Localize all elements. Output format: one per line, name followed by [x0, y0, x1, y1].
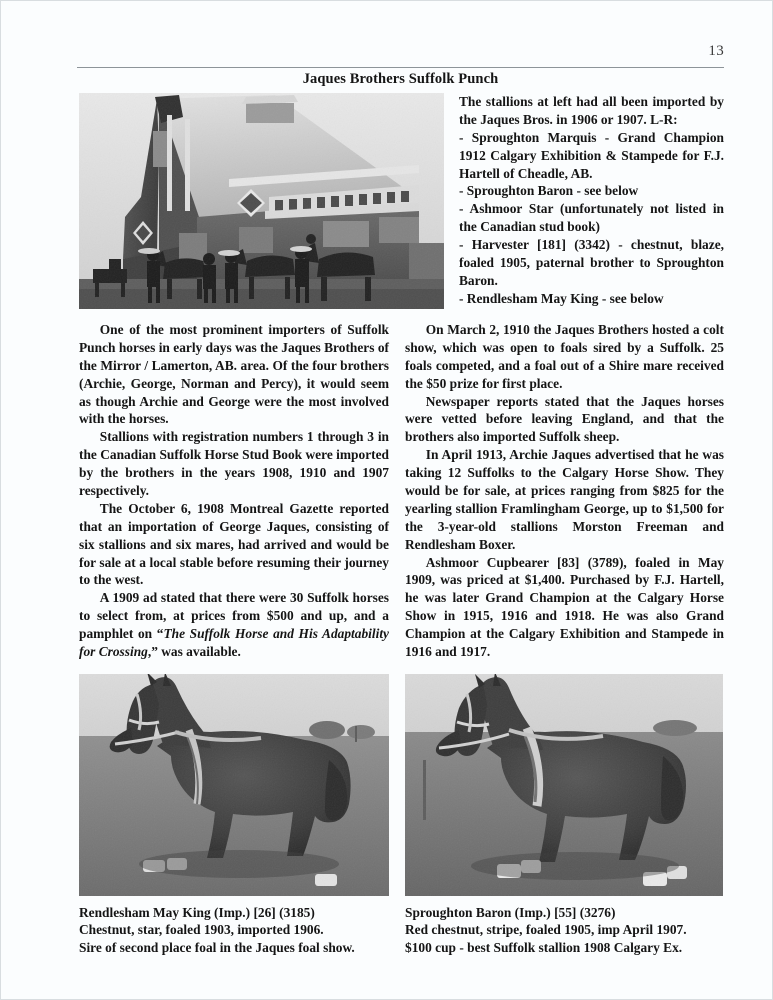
stallion-caption-intro: The stallions at left had all been imported by the Jaques Bros. in 1906 or 1907. L-R:	[459, 94, 724, 127]
right-column-body	[405, 321, 724, 661]
left-paragraph-3: The October 6, 1908 Montreal Gazette reported that an importation of George Jaques, consisting of six stallions and six mares, had arrived and would be for sale at a local stable before resuming their journey to the west.	[79, 500, 389, 588]
caption-left-line-3: Sire of second place foal in the Jaques foal show.	[79, 939, 355, 955]
left-paragraph-2: Stallions with registration numbers 1 through 3 in the Canadian Suffolk Horse Stud Book were imported by the brothers in the years 1908, 1910 and 1907 respectively.	[79, 429, 389, 499]
right-paragraph-3: In April 1913, Archie Jaques advertised that he was taking 12 Suffolks to the Calgary Horse Show. They would be for sale, at prices ranging from $825 for the yearling stallion Framlingham George, up to $1,500 for the 3-year-old stallions Morston Freeman and Rendlesham Boxer.	[405, 447, 724, 552]
caption-sproughton-baron	[405, 904, 735, 956]
right-paragraph-4: Ashmoor Cupbearer [83] (3789), foaled in May 1909, was priced at $1,400. Purchased by F.J. Hartell, he was later Grand Champion at the Calgary Horse Show in 1915, 1916 and 1918. He was also Grand Champion at the Calgary Exhibition and Stampede in 1916 and 1917.	[405, 554, 724, 660]
caption-right-line-1: Sproughton Baron (Imp.) [55] (3276)	[405, 905, 616, 920]
stallion-entry-ashmoor-star: - Ashmoor Star (unfortunately not listed in the Canadian stud book)	[459, 201, 724, 235]
stallion-list-caption	[459, 93, 724, 308]
caption-rendlesham-may-king	[79, 904, 399, 956]
stallion-entry-sproughton-marquis: - Sproughton Marquis - Grand Champion 1912 Calgary Exhibition & Stampede for F.J. Hartell of Cheadle, AB.	[459, 129, 724, 181]
page-number: 13	[708, 43, 724, 59]
right-paragraph-1: On March 2, 1910 the Jaques Brothers hosted a colt show, which was open to foals sired by a Suffolk. 25 foals competed, and a foal out of a Shire mare received the $50 prize for first place.	[405, 322, 724, 391]
rendlesham-may-king-photograph	[79, 674, 389, 896]
caption-left-line-1: Rendlesham May King (Imp.) [26] (3185)	[79, 905, 315, 920]
pamphlet-text-after: ,” was available.	[147, 644, 241, 660]
pamphlet-text-before: A 1909 ad stated that there were 30 Suffolk horses to select from, at prices from $500 and up, and a pamphlet on “	[79, 590, 389, 642]
caption-right-line-2: Red chestnut, stripe, foaled 1905, imp April 1907.	[405, 922, 687, 938]
stallion-entry-sproughton-baron: - Sproughton Baron - see below	[459, 183, 639, 199]
left-paragraph-4	[79, 589, 389, 661]
header-rule	[77, 67, 724, 68]
stallion-entry-harvester: - Harvester [181] (3342) - chestnut, blaze, foaled 1905, paternal brother to Sproughton Baron.	[459, 237, 724, 288]
caption-right-line-3: $100 cup - best Suffolk stallion 1908 Calgary Ex.	[405, 939, 683, 955]
left-column-body	[79, 321, 389, 661]
caption-left-line-2: Chestnut, star, foaled 1903, imported 1906.	[79, 922, 324, 938]
left-paragraph-1: One of the most prominent importers of Suffolk Punch horses in early days was the Jaques Brothers of the Mirror / Lamerton, AB. area. Of the four brothers (Archie, George, Norman and Percy), it would seem as though Archie and George were the most involved with the horses.	[79, 322, 389, 427]
sproughton-baron-photograph	[405, 674, 723, 896]
stallion-entry-rendlesham-may-king: - Rendlesham May King - see below	[459, 290, 664, 306]
pamphlet-title: The Suffolk Horse and His Adaptability for Crossing	[79, 626, 389, 660]
right-paragraph-2: Newspaper reports stated that the Jaques horses were vetted before leaving England, and that the brothers also imported Suffolk sheep.	[405, 393, 724, 445]
barn-photograph	[79, 93, 444, 309]
running-head: Jaques Brothers Suffolk Punch	[302, 71, 499, 87]
